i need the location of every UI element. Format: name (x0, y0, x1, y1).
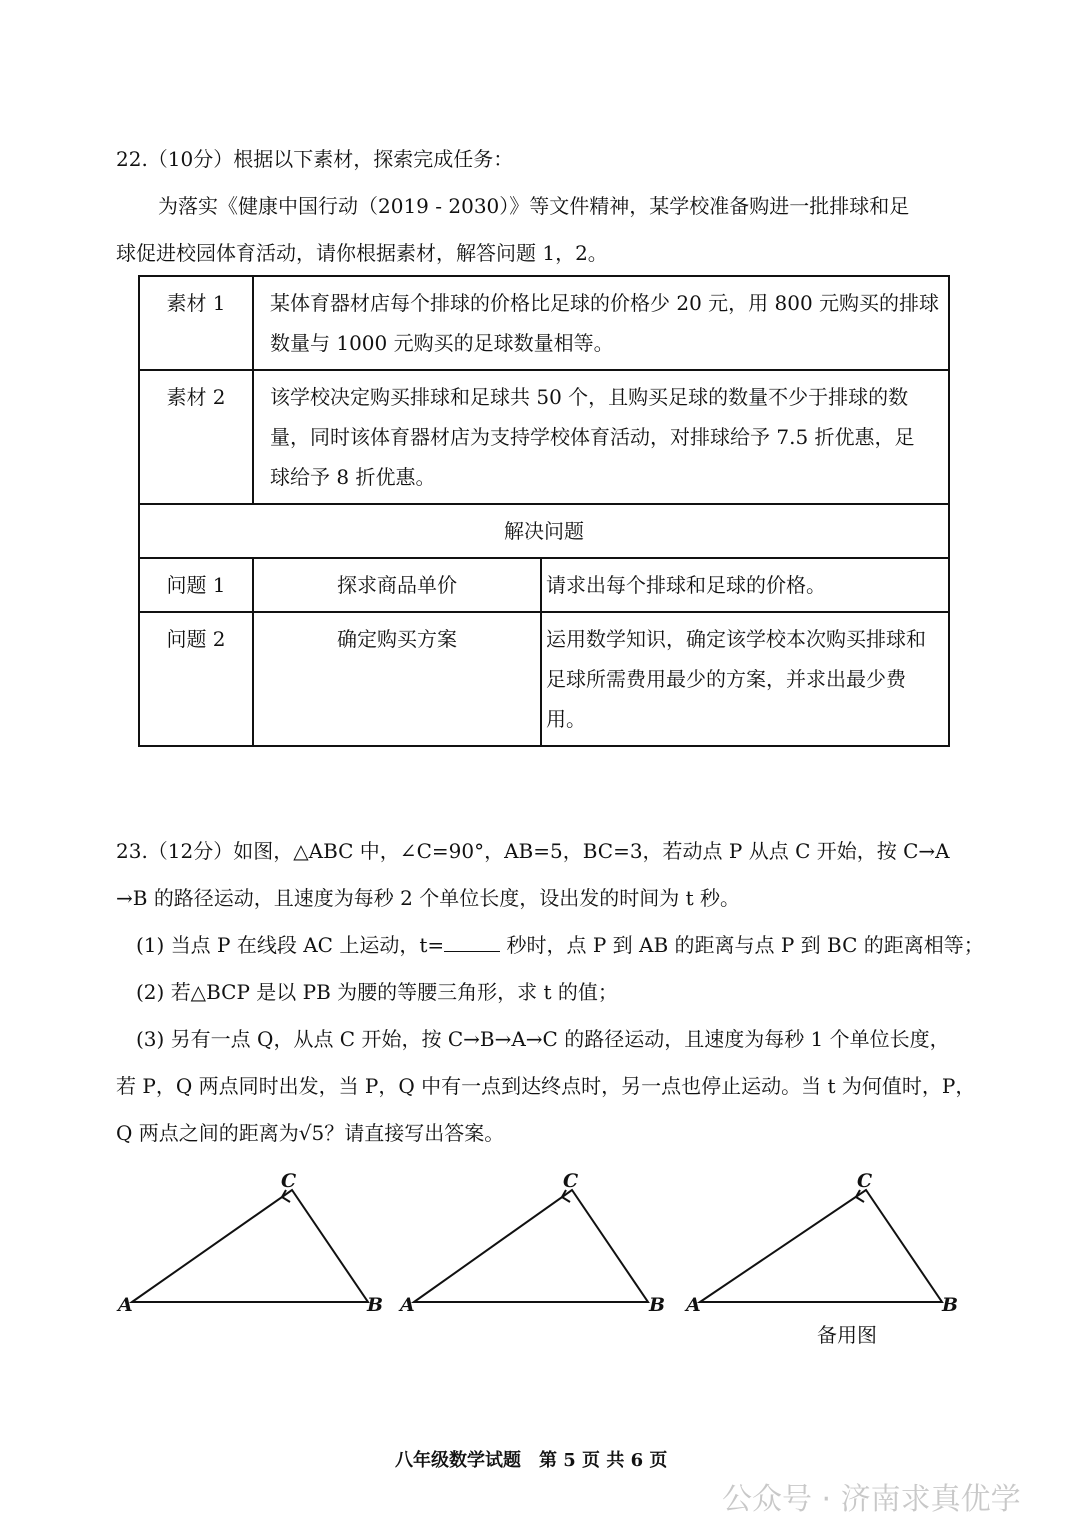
q22-intro-line1: 为落实《健康中国行动（2019 - 2030）》等文件精神，某学校准备购进一批排球和足 (158, 194, 910, 218)
problem-2-row (139, 612, 949, 746)
material-1-line2: 数量与 1000 元购买的足球数量相等。 (270, 331, 614, 355)
fig1-label-c: C (281, 1170, 297, 1192)
q23-part1 (136, 932, 984, 958)
q22-header: 22.（10分）根据以下素材，探索完成任务： (116, 147, 514, 171)
watermark: 公众号 · 济南求真优学 (722, 1482, 1021, 1517)
fig1-label-b: B (367, 1294, 384, 1316)
problem-2-desc-line2: 足球所需费用最少的方案，并求出最少费用。 (546, 667, 906, 731)
problem-2-task: 确定购买方案 (253, 612, 541, 746)
problem-1-row (139, 558, 949, 612)
spare-figure-caption: 备用图 (817, 1323, 877, 1347)
triangle-3-outline (700, 1190, 942, 1302)
q23-part2: (2) 若△BCP 是以 PB 为腰的等腰三角形，求 t 的值； (136, 980, 618, 1004)
q23-part1-b: 秒时，点 P 到 AB 的距离与点 P 到 BC 的距离相等； (500, 933, 984, 957)
answer-blank (444, 933, 500, 952)
q23-part3-line3: Q 两点之间的距离为√5？请直接写出答案。 (116, 1121, 505, 1145)
problem-2-desc-line1: 运用数学知识，确定该学校本次购买排球和 (546, 627, 926, 651)
material-2-line2: 量，同时该体育器材店为支持学校体育活动，对排球给予 7.5 折优惠，足 (270, 425, 915, 449)
triangle-figures (0, 1160, 1080, 1360)
problem-1-desc: 请求出每个排球和足球的价格。 (541, 558, 949, 612)
page-footer: 八年级数学试题 第 5 页 共 6 页 (395, 1450, 668, 1471)
problem-2-desc (541, 612, 949, 746)
material-2-row (139, 370, 949, 504)
materials-table (138, 275, 950, 747)
triangle-2-outline (414, 1190, 648, 1302)
fig3-label-a: A (686, 1294, 701, 1316)
problem-1-task: 探求商品单价 (253, 558, 541, 612)
q23-part3-line1: (3) 另有一点 Q，从点 C 开始，按 C→B→A→C 的路径运动，且速度为每秒 1 个单位长度， (136, 1027, 950, 1051)
material-2-line3: 球给予 8 折优惠。 (270, 465, 436, 489)
problem-2-label: 问题 2 (139, 612, 253, 746)
triangle-1-outline (132, 1190, 368, 1302)
q23-part3-line2: 若 P，Q 两点同时出发，当 P，Q 中有一点到达终点时，另一点也停止运动。当 t 为何值时，P， (116, 1074, 976, 1098)
fig2-label-b: B (649, 1294, 666, 1316)
q22-intro-line2: 球促进校园体育活动，请你根据素材，解答问题 1，2。 (116, 241, 608, 265)
solve-header: 解决问题 (139, 504, 949, 558)
fig1-label-a: A (118, 1294, 133, 1316)
q23-line2: →B 的路径运动，且速度为每秒 2 个单位长度，设出发的时间为 t 秒。 (116, 886, 741, 910)
problem-1-label: 问题 1 (139, 558, 253, 612)
solve-header-row (139, 504, 949, 558)
material-1-content (253, 276, 949, 370)
fig3-label-b: B (942, 1294, 959, 1316)
material-2-label: 素材 2 (139, 370, 253, 504)
material-1-label: 素材 1 (139, 276, 253, 370)
fig2-label-c: C (563, 1170, 579, 1192)
triangle-figure-1 (132, 1190, 368, 1302)
material-2-line1: 该学校决定购买排球和足球共 50 个，且购买足球的数量不少于排球的数 (270, 385, 909, 409)
fig2-label-a: A (400, 1294, 415, 1316)
fig3-label-c: C (857, 1170, 873, 1192)
material-1-line1: 某体育器材店每个排球的价格比足球的价格少 20 元，用 800 元购买的排球 (270, 291, 940, 315)
triangle-figure-3 (700, 1190, 942, 1302)
material-1-row (139, 276, 949, 370)
q23-line1: 23.（12分）如图，△ABC 中，∠C=90°，AB=5，BC=3，若动点 P 从点 C 开始，按 C→A (116, 839, 950, 863)
q23-part1-a: (1) 当点 P 在线段 AC 上运动，t= (136, 933, 445, 957)
triangle-figure-2 (414, 1190, 648, 1302)
material-2-content (253, 370, 949, 504)
